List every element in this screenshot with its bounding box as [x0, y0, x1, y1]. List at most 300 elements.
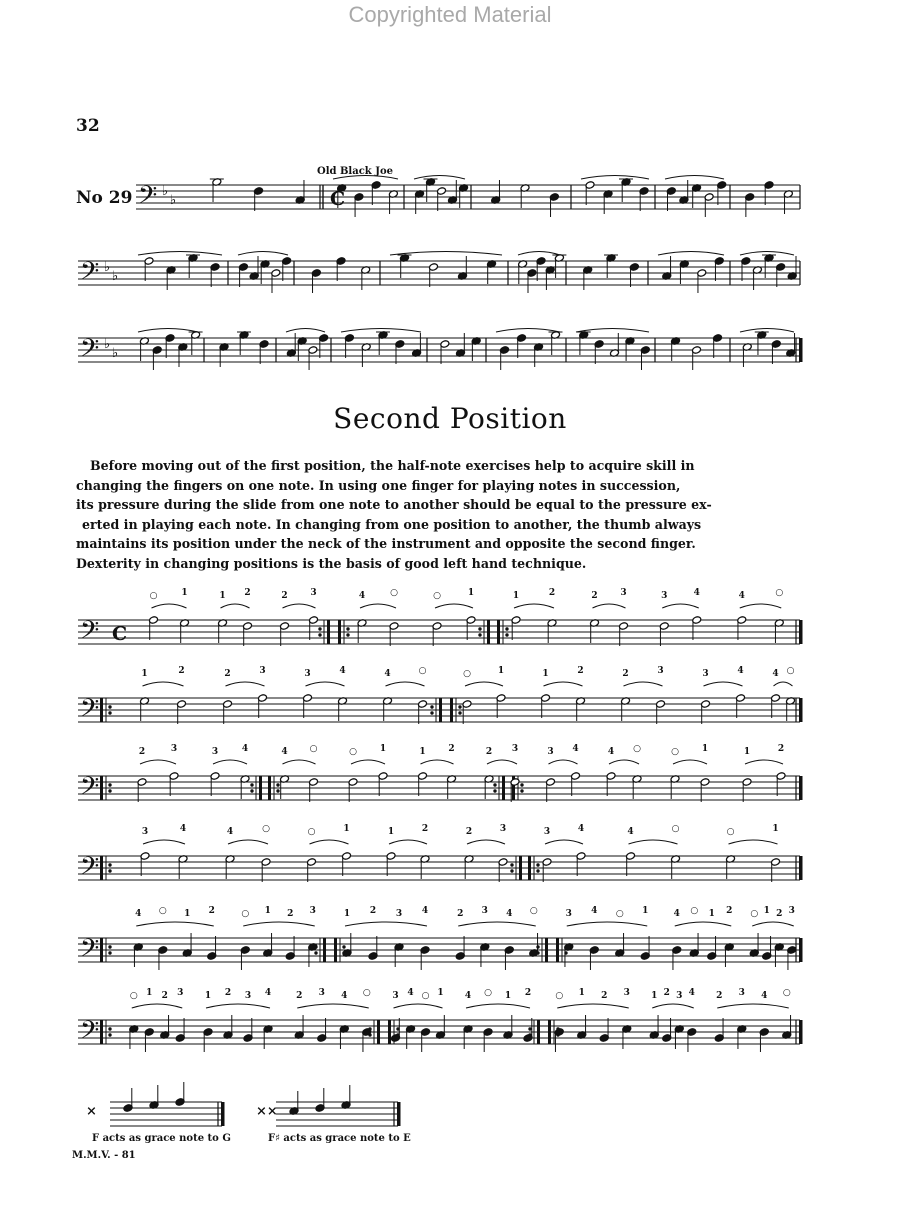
fingering-number: ○ — [726, 827, 735, 837]
repeat-bar-thick — [259, 776, 262, 800]
slur — [345, 922, 427, 926]
fingering-number: 4 — [772, 669, 779, 679]
fingering-number: 1 — [504, 991, 512, 1001]
slur — [465, 682, 503, 686]
piece-title: Old Black Joe — [317, 166, 393, 177]
slur — [496, 329, 560, 333]
repeat-bar-thick — [502, 776, 505, 800]
repeat-dot — [536, 863, 539, 866]
slur — [226, 682, 265, 686]
section-heading: Second Position — [333, 402, 567, 435]
fingering-number: 3 — [170, 744, 178, 754]
slur — [414, 176, 465, 180]
slur — [341, 329, 421, 333]
repeat-dot — [458, 705, 461, 708]
paragraph-line: Dexterity in changing positions is the basis of good left hand technique. — [76, 555, 587, 571]
fingering-number: 2 — [485, 747, 493, 757]
slur — [333, 176, 398, 180]
fingering-number: 2 — [224, 669, 231, 679]
slur — [557, 1004, 629, 1008]
repeat-dot — [478, 627, 481, 630]
fingering-number: 2 — [208, 906, 215, 916]
fingering-number: 1 — [343, 909, 351, 919]
slur — [389, 840, 427, 844]
repeat-bar-thick — [327, 620, 330, 644]
repeat-bar-thick — [528, 856, 531, 880]
fingering-number: 4 — [591, 906, 598, 916]
bass-clef-icon: 𝄢 — [80, 1016, 100, 1051]
repeat-bar-thick — [377, 1020, 380, 1044]
paragraph-line: changing the fingers on one note. In using one finger for playing notes in succession, — [76, 477, 681, 493]
paragraph-line: maintains its position under the neck of the instrument and opposite the second finger. — [76, 536, 696, 552]
flat-sign: ♭ — [112, 269, 119, 284]
repeat-dot — [250, 789, 253, 792]
fingering-number: 4 — [264, 988, 272, 998]
fingering-number: 1 — [651, 991, 658, 1001]
repeat-dot — [493, 789, 496, 792]
fingering-number: 2 — [296, 991, 303, 1001]
fingering-number: 2 — [161, 991, 168, 1001]
fingering-number: 2 — [369, 906, 377, 916]
repeat-bar-thick — [487, 620, 490, 644]
repeat-bar-thick — [388, 1020, 391, 1044]
fingering-number: 3 — [657, 666, 664, 676]
fingering-number: 1 — [701, 744, 709, 754]
flat-sign: ♭ — [170, 193, 177, 208]
slur — [740, 252, 794, 256]
repeat-bar-thick — [268, 776, 271, 800]
slur — [567, 922, 648, 926]
slur — [283, 604, 316, 608]
slur — [593, 604, 626, 608]
slur — [774, 682, 793, 686]
final-barline — [799, 938, 803, 962]
slur — [458, 922, 536, 926]
slur — [545, 840, 583, 844]
slur — [132, 1004, 183, 1008]
slur — [652, 1004, 694, 1008]
final-barline — [799, 1020, 803, 1044]
repeat-dot — [250, 783, 253, 786]
repeat-dot — [346, 627, 349, 630]
fingering-number: 3 — [620, 588, 627, 598]
bass-clef-icon: 𝄢 — [80, 257, 100, 292]
final-barline — [799, 338, 803, 362]
fingering-number: 2 — [601, 991, 608, 1001]
fingering-number: 4 — [384, 669, 391, 679]
fingering-number: 3 — [481, 906, 488, 916]
slur — [675, 922, 732, 926]
fingering-number: ○ — [750, 909, 759, 919]
final-barline — [221, 1102, 225, 1126]
fingering-number: 4 — [688, 988, 695, 998]
repeat-dot — [318, 633, 321, 636]
repeat-dot — [520, 783, 523, 786]
repeat-dot — [276, 783, 279, 786]
fingering-number: 1 — [264, 906, 271, 916]
repeat-dot — [458, 711, 461, 714]
fingering-number: 4 — [693, 588, 700, 598]
fingering-number: ○ — [158, 906, 167, 916]
piece-number: No 29 — [76, 188, 133, 208]
common-time: C — [330, 188, 346, 210]
repeat-dot — [314, 951, 317, 954]
fingering-number: ○ — [671, 747, 679, 757]
slur — [143, 840, 185, 844]
paragraph-line: its pressure during the slide from one note to another should be equal to the pressure ex- — [76, 497, 712, 513]
slur — [238, 252, 288, 256]
repeat-bar-thick — [100, 938, 103, 962]
fingering-number: ○ — [390, 588, 398, 598]
repeat-dot — [318, 627, 321, 630]
fingering-number: 3 — [565, 909, 572, 919]
slur — [704, 682, 743, 686]
fingering-number: 3 — [547, 747, 554, 757]
fingering-number: 4 — [627, 827, 634, 837]
slur — [467, 840, 505, 844]
fingering-number: 2 — [281, 591, 288, 601]
bass-clef-icon: 𝄢 — [138, 181, 158, 216]
slur — [228, 840, 268, 844]
footnote-f: F acts as grace note to G — [92, 1133, 231, 1144]
repeat-dot — [276, 789, 279, 792]
fingering-number: ○ — [615, 909, 624, 919]
fingering-number: 4 — [506, 909, 513, 919]
fingering-number: 3 — [392, 991, 399, 1001]
fingering-number: 3 — [211, 747, 219, 757]
fingering-number: 3 — [623, 988, 630, 998]
repeat-dot — [108, 863, 111, 866]
fingering-number: 1 — [146, 988, 153, 998]
slur — [673, 760, 707, 764]
slur — [421, 760, 454, 764]
fingering-number: 2 — [716, 991, 723, 1001]
flat-sign: ♭ — [104, 260, 111, 275]
slur — [297, 1004, 369, 1008]
repeat-bar-thick — [439, 698, 442, 722]
slur — [386, 682, 425, 686]
fingering-number: 2 — [224, 988, 232, 998]
fingering-number: 4 — [226, 827, 234, 837]
fingering-number: ○ — [433, 591, 441, 601]
fingering-number: ○ — [775, 588, 784, 598]
slur — [138, 329, 198, 333]
repeat-dot — [510, 863, 513, 866]
repeat-dot — [108, 789, 111, 792]
fingering-number: 4 — [281, 747, 288, 757]
repeat-dot — [505, 633, 508, 636]
fingering-number: ○ — [129, 991, 138, 1001]
fingering-number: 1 — [512, 591, 520, 601]
fingering-number: 3 — [788, 906, 795, 916]
fingering-number: 3 — [141, 827, 149, 837]
repeat-dot — [430, 705, 433, 708]
fingering-number: 4 — [358, 591, 366, 601]
fingering-number: ○ — [671, 824, 680, 834]
fingering-number: ○ — [421, 991, 430, 1001]
repeat-dot — [493, 783, 496, 786]
fingering-number: 1 — [763, 906, 770, 916]
slur — [544, 682, 583, 686]
fingering-number: 2 — [448, 744, 455, 754]
slur — [435, 604, 473, 608]
repeat-bar-thick — [537, 1020, 540, 1044]
repeat-dot — [478, 633, 481, 636]
bass-clef-icon: 𝄢 — [80, 852, 100, 887]
slur — [518, 252, 560, 256]
slur — [136, 922, 214, 926]
fingering-number: 2 — [777, 744, 785, 754]
fingering-number: 3 — [661, 591, 668, 601]
repeat-bar-thick — [450, 698, 453, 722]
slur — [140, 760, 176, 764]
fingering-number: 1 — [419, 747, 426, 757]
fingering-number: 4 — [607, 747, 615, 757]
flat-sign: ♭ — [104, 337, 111, 352]
fingering-number: 4 — [577, 824, 585, 834]
slur — [143, 682, 184, 686]
fingering-number: 1 — [437, 988, 444, 998]
fingering-number: 3 — [309, 906, 316, 916]
fingering-number: 2 — [663, 988, 670, 998]
repeat-dot — [528, 1027, 531, 1030]
repeat-bar-thick — [100, 776, 103, 800]
fingering-number: ○ — [149, 591, 158, 601]
flat-sign: ♭ — [162, 184, 169, 199]
repeat-bar-thick — [519, 856, 522, 880]
fingering-number: 3 — [499, 824, 507, 834]
page-number: 32 — [76, 116, 100, 136]
fingering-number: 1 — [772, 824, 779, 834]
flat-sign: ♭ — [112, 346, 119, 361]
fingering-number: 2 — [421, 824, 429, 834]
slur — [662, 604, 699, 608]
slur — [152, 604, 187, 608]
fingering-number: 1 — [343, 824, 350, 834]
slur — [576, 329, 649, 333]
fingering-number: 4 — [341, 991, 348, 1001]
fingering-number: 1 — [141, 669, 148, 679]
final-barline — [799, 776, 803, 800]
fingering-number: 2 — [465, 827, 473, 837]
repeat-dot — [505, 627, 508, 630]
slur — [351, 760, 385, 764]
common-time: C — [112, 623, 128, 645]
repeat-dot — [342, 945, 345, 948]
fingering-number: 1 — [379, 744, 387, 754]
slur — [221, 604, 250, 608]
fingering-number: 1 — [743, 747, 751, 757]
fingering-number: 2 — [178, 666, 185, 676]
repeat-bar-thick — [545, 938, 548, 962]
repeat-dot — [108, 1033, 111, 1036]
slur — [310, 840, 349, 844]
fingering-number: ○ — [349, 747, 357, 757]
fingering-number: ○ — [418, 666, 427, 676]
fingering-number: 1 — [184, 909, 191, 919]
fingering-number: 1 — [497, 666, 505, 676]
slur — [745, 760, 783, 764]
fingering-number: 4 — [135, 909, 142, 919]
fingering-number: 3 — [702, 669, 709, 679]
slur — [394, 1004, 443, 1008]
paragraph-line: Before moving out of the first position, the half-note exercises help to acquire skill in — [90, 458, 695, 473]
repeat-bar-thick — [100, 1020, 103, 1044]
fingering-number: 1 — [642, 906, 649, 916]
fingering-number: 2 — [287, 909, 294, 919]
instruction-paragraph — [76, 456, 800, 574]
fingering-number: 3 — [244, 991, 252, 1001]
fingering-number: 2 — [577, 666, 584, 676]
fingering-number: 2 — [138, 747, 146, 757]
fingering-number: 1 — [387, 827, 395, 837]
repeat-dot — [108, 783, 111, 786]
fingering-number: ○ — [782, 988, 791, 998]
fingering-number: 2 — [244, 588, 251, 598]
repeat-bar-thick — [100, 856, 103, 880]
repeat-dot — [108, 869, 111, 872]
slur — [658, 252, 724, 256]
slur — [624, 682, 663, 686]
slur — [487, 760, 517, 764]
fingering-number: 1 — [467, 588, 475, 598]
repeat-dot — [510, 869, 513, 872]
slur — [549, 760, 578, 764]
fingering-number: ○ — [463, 669, 471, 679]
repeat-dot — [346, 633, 349, 636]
fingering-number: ○ — [690, 906, 699, 916]
slur — [581, 176, 649, 180]
repeat-bar-thick — [100, 698, 103, 722]
bass-clef-icon: 𝄢 — [80, 334, 100, 369]
grace-marker-double: ×× — [256, 1104, 278, 1119]
repeat-bar-thick — [497, 620, 500, 644]
slur — [283, 760, 316, 764]
fingering-number: ○ — [786, 666, 795, 676]
slur — [360, 604, 396, 608]
fingering-number: 1 — [708, 909, 715, 919]
bass-clef-icon: 𝄢 — [80, 616, 100, 651]
fingering-number: 4 — [761, 991, 768, 1001]
fingering-number: 3 — [318, 988, 325, 998]
repeat-dot — [108, 951, 111, 954]
final-barline — [397, 1102, 401, 1126]
fingering-number: 2 — [591, 591, 598, 601]
repeat-dot — [430, 711, 433, 714]
slur — [306, 682, 345, 686]
repeat-dot — [536, 869, 539, 872]
fingering-number: ○ — [262, 824, 270, 834]
repeat-dot — [108, 711, 111, 714]
slur — [206, 1004, 270, 1008]
fingering-number: 2 — [457, 909, 464, 919]
fingering-number: 3 — [310, 588, 317, 598]
fingering-number: 3 — [511, 744, 519, 754]
fingering-number: 3 — [676, 991, 683, 1001]
bass-clef-icon: 𝄢 — [80, 772, 100, 807]
fingering-number: 1 — [204, 991, 212, 1001]
repeat-bar-thick — [323, 938, 326, 962]
grace-marker-single: × — [86, 1104, 97, 1119]
slur — [514, 604, 554, 608]
repeat-dot — [108, 705, 111, 708]
paragraph-line: erted in playing each note. In changing from one position to another, the thumb always — [82, 516, 702, 532]
slur — [665, 176, 724, 180]
repeat-bar-thick — [334, 938, 337, 962]
repeat-dot — [520, 789, 523, 792]
repeat-bar-thick — [338, 620, 341, 644]
fingering-number: ○ — [633, 744, 641, 754]
fingering-number: ○ — [529, 906, 538, 916]
repeat-bar-thick — [548, 1020, 551, 1044]
slur — [138, 252, 222, 256]
fingering-number: 2 — [524, 988, 532, 998]
fingering-number: 1 — [219, 591, 226, 601]
fingering-number: 1 — [181, 588, 188, 598]
final-barline — [799, 856, 803, 880]
fingering-number: 4 — [407, 988, 414, 998]
fingering-number: 3 — [738, 988, 745, 998]
slur — [752, 922, 794, 926]
fingering-number: 1 — [578, 988, 585, 998]
fingering-number: ○ — [309, 744, 318, 754]
repeat-bar-thick — [556, 938, 559, 962]
fingering-number: 3 — [304, 669, 311, 679]
footnote-fsharp: F♯ acts as grace note to E — [268, 1133, 411, 1144]
fingering-number: ○ — [362, 988, 371, 998]
bass-clef-icon: 𝄢 — [80, 694, 100, 729]
fingering-number: ○ — [555, 991, 564, 1001]
slur — [740, 329, 794, 333]
fingering-number: 4 — [572, 744, 579, 754]
slur — [213, 760, 247, 764]
slur — [729, 840, 778, 844]
fingering-number: 4 — [241, 744, 249, 754]
fingering-number: 4 — [339, 666, 346, 676]
fingering-number: 4 — [179, 824, 187, 834]
fingering-number: 4 — [673, 909, 680, 919]
fingering-number: 2 — [726, 906, 733, 916]
catalog-number: M.M.V. - 81 — [72, 1150, 136, 1161]
fingering-number: 3 — [259, 666, 266, 676]
slur — [740, 604, 782, 608]
fingering-number: 4 — [738, 591, 745, 601]
fingering-number: 1 — [542, 669, 549, 679]
fingering-number: ○ — [241, 909, 250, 919]
fingering-number: 2 — [776, 909, 783, 919]
fingering-number: 2 — [622, 669, 629, 679]
slur — [243, 922, 315, 926]
slur — [609, 760, 639, 764]
slur — [466, 1004, 530, 1008]
slur — [717, 1004, 789, 1008]
fingering-number: ○ — [307, 827, 316, 837]
fingering-number: ○ — [484, 988, 492, 998]
fingering-number: 3 — [395, 909, 403, 919]
final-barline — [799, 620, 803, 644]
slur — [629, 840, 678, 844]
fingering-number: 3 — [543, 827, 551, 837]
repeat-dot — [108, 1027, 111, 1030]
fingering-number: 4 — [421, 906, 429, 916]
bass-clef-icon: 𝄢 — [80, 934, 100, 969]
copyright-watermark: Copyrighted Material — [348, 2, 552, 27]
slur — [286, 329, 325, 333]
final-barline — [799, 698, 803, 722]
repeat-dot — [108, 945, 111, 948]
fingering-number: 4 — [737, 666, 744, 676]
fingering-number: 4 — [464, 991, 472, 1001]
